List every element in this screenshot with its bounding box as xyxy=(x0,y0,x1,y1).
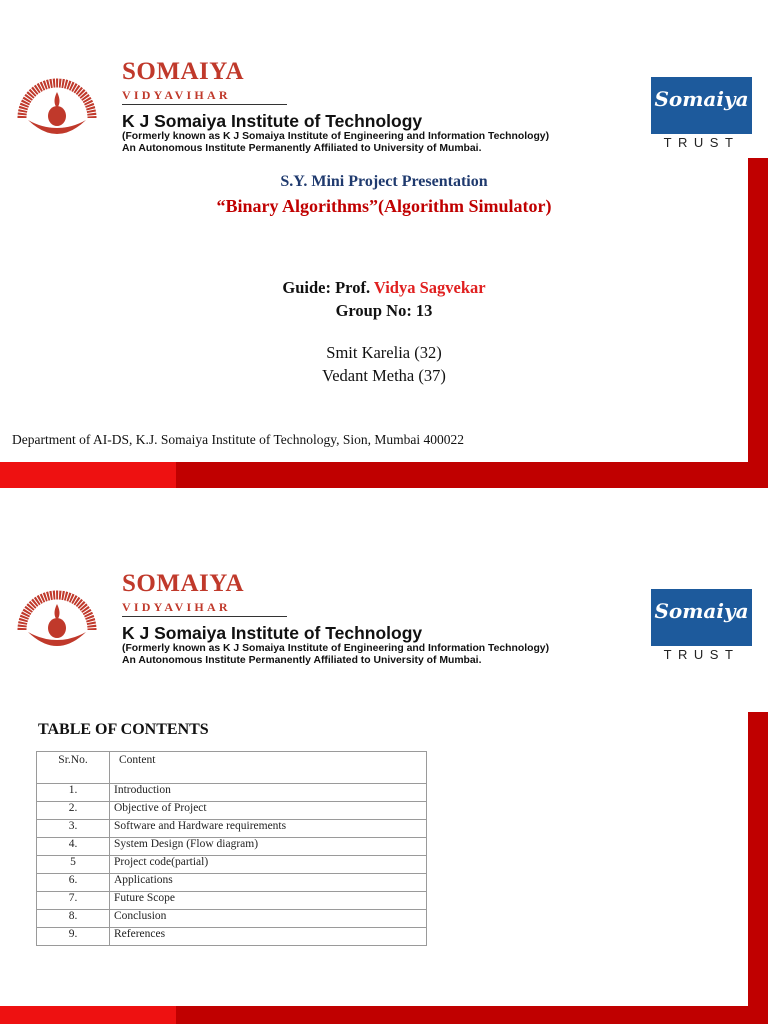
department-footer: Department of AI-DS, K.J. Somaiya Institute of Technology, Sion, Mumbai 400022 xyxy=(12,432,465,447)
red-frame-bottom-accent xyxy=(0,462,176,488)
toc-header-row xyxy=(37,752,427,784)
toc-slide xyxy=(0,512,768,1024)
toc-table xyxy=(36,751,427,946)
table-row xyxy=(37,910,427,928)
trust-logo-script: Somaiya xyxy=(654,87,749,111)
table-row xyxy=(37,838,427,856)
table-row xyxy=(37,820,427,838)
toc-row-content: Objective of Project xyxy=(110,802,427,820)
trust-label: TRUST xyxy=(663,135,740,150)
table-row xyxy=(37,802,427,820)
toc-row-number: 5 xyxy=(37,856,110,874)
toc-header-content: Content xyxy=(110,752,427,784)
institute-details xyxy=(122,131,549,155)
toc-row-content: System Design (Flow diagram) xyxy=(110,838,427,856)
institute-formerly: (Formerly known as K J Somaiya Institute of Engineering and Information Technology) xyxy=(122,643,550,654)
guide-line xyxy=(0,278,768,298)
toc-row-number: 3. xyxy=(37,820,110,838)
toc-row-number: 9. xyxy=(37,928,110,946)
toc-row-content: Software and Hardware requirements xyxy=(110,820,427,838)
table-row xyxy=(37,874,427,892)
trust-logo xyxy=(651,589,752,646)
group-number: Group No: 13 xyxy=(335,301,433,320)
toc-row-content: Applications xyxy=(110,874,427,892)
toc-row-content: Project code(partial) xyxy=(110,856,427,874)
brand-subtitle: VIDYAVIHAR xyxy=(122,88,231,102)
brand-name: SOMAIYA xyxy=(122,570,245,597)
institute-name: K J Somaiya Institute of Technology xyxy=(122,111,423,131)
trust-logo-script: Somaiya xyxy=(654,599,749,623)
member-1: Smit Karelia (32) xyxy=(326,343,442,362)
institute-name: K J Somaiya Institute of Technology xyxy=(122,623,423,643)
red-frame-right xyxy=(748,712,768,1006)
toc-row-content: References xyxy=(110,928,427,946)
project-title: “Binary Algorithms”(Algorithm Simulator) xyxy=(216,196,552,216)
table-row xyxy=(37,856,427,874)
brand-divider xyxy=(122,616,287,617)
somaiya-emblem-icon xyxy=(14,590,100,658)
toc-header-srno: Sr.No. xyxy=(37,752,110,784)
trust-label: TRUST xyxy=(663,647,740,662)
toc-row-number: 4. xyxy=(37,838,110,856)
guide-label: Guide: Prof. xyxy=(282,278,374,297)
red-frame-right xyxy=(748,158,768,462)
red-frame-bottom-accent xyxy=(0,1006,176,1024)
toc-row-number: 6. xyxy=(37,874,110,892)
toc-row-content: Conclusion xyxy=(110,910,427,928)
brand-name: SOMAIYA xyxy=(122,58,245,85)
institute-details xyxy=(122,643,549,667)
table-row xyxy=(37,784,427,802)
institute-formerly: (Formerly known as K J Somaiya Institute of Engineering and Information Technology) xyxy=(122,131,550,142)
somaiya-emblem-icon xyxy=(14,78,100,146)
institute-affiliation: An Autonomous Institute Permanently Affiliated to University of Mumbai. xyxy=(122,143,482,154)
toc-row-content: Future Scope xyxy=(110,892,427,910)
brand-subtitle: VIDYAVIHAR xyxy=(122,600,231,614)
table-row xyxy=(37,892,427,910)
member-2: Vedant Metha (37) xyxy=(322,366,446,385)
toc-row-number: 1. xyxy=(37,784,110,802)
toc-title: TABLE OF CONTENTS xyxy=(38,721,209,738)
institute-affiliation: An Autonomous Institute Permanently Affiliated to University of Mumbai. xyxy=(122,655,482,666)
toc-row-number: 8. xyxy=(37,910,110,928)
toc-row-content: Introduction xyxy=(110,784,427,802)
toc-row-number: 2. xyxy=(37,802,110,820)
brand-divider xyxy=(122,104,287,105)
toc-row-number: 7. xyxy=(37,892,110,910)
trust-logo xyxy=(651,77,752,134)
presentation-subtitle: S.Y. Mini Project Presentation xyxy=(280,173,488,190)
guide-name: Vidya Sagvekar xyxy=(373,278,486,297)
table-row xyxy=(37,928,427,946)
